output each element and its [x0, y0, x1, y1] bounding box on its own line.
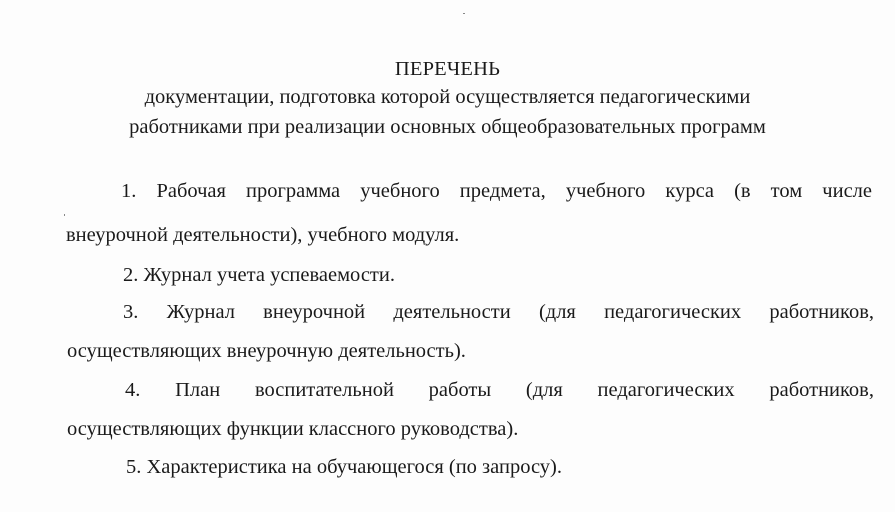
list-item-4-line-2: осуществляющих функции классного руководства). [67, 418, 519, 440]
document-subtitle-line-2: работниками при реализации основных общеобразовательных программ [129, 116, 766, 138]
scan-speck [64, 214, 65, 216]
document-subtitle-line-1: документации, подготовка которой осуществляется педагогическими [144, 86, 751, 108]
list-item-1-line-2: внеурочной деятельности), учебного модуля. [66, 224, 460, 246]
document-title: ПЕРЕЧЕНЬ [394, 58, 501, 80]
scan-speck [463, 13, 465, 14]
list-item-5-line-1: 5. Характеристика на обучающегося (по запросу). [126, 456, 562, 478]
list-item-3-line-2: осуществляющих внеурочную деятельность). [67, 340, 466, 362]
list-item-3-line-1: 3. Журнал внеурочной деятельности (для педагогических работников, [123, 301, 874, 323]
list-item-2-line-1: 2. Журнал учета успеваемости. [123, 264, 395, 286]
list-item-1-line-1: 1. Рабочая программа учебного предмета, учебного курса (в том числе [121, 180, 872, 202]
list-item-4-line-1: 4. План воспитательной работы (для педагогических работников, [125, 379, 874, 401]
